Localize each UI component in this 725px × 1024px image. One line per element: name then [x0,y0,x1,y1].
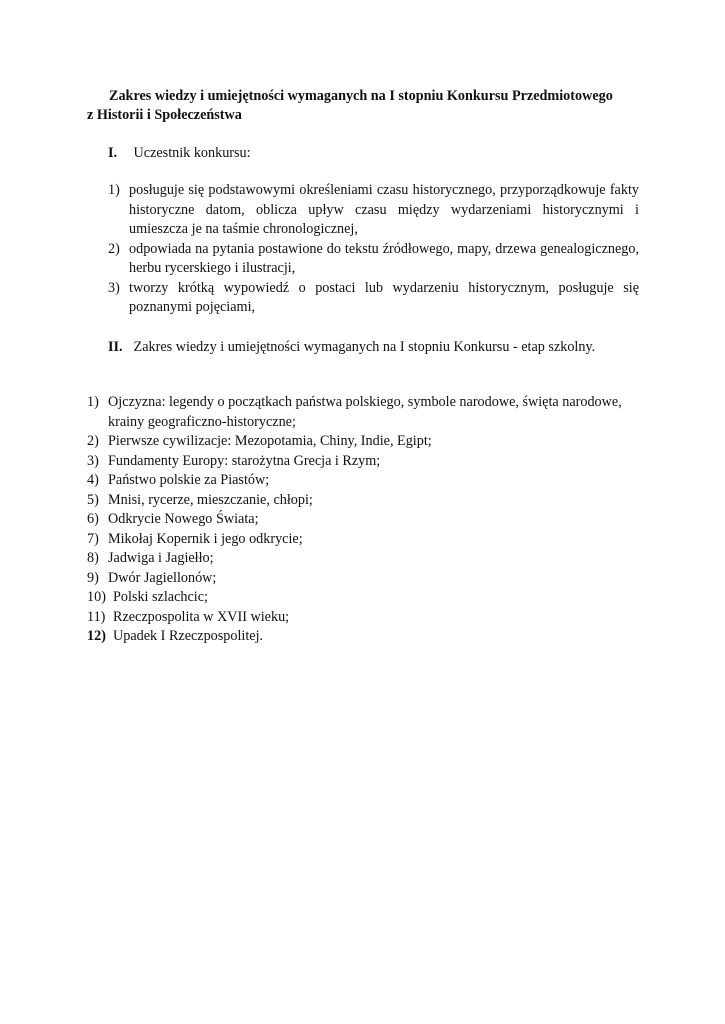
section-1-title: Uczestnik konkursu: [133,145,251,161]
list-item [87,393,639,432]
list-item-number: 6) [87,511,99,527]
list-item [87,588,639,608]
list-item [108,240,639,279]
title-line-1: Zakres wiedzy i umiejętności wymaganych na I stopniu Konkursu Przedmiotowego [109,88,613,104]
list-item [108,279,639,318]
list-item [87,491,639,511]
participant-skills-list [108,181,639,318]
list-item-text: posługuje się podstawowymi określeniami czasu historycznego, przyporządkowuje fakty historyczne datom, oblicza upływ czasu między wydarzeniami historycznymi i umieszcza je na taśmie chronologicznej, [129,182,639,237]
list-item [87,627,639,647]
section-2-heading [108,338,595,357]
list-item [87,452,639,472]
list-item-number: 2) [87,433,99,449]
list-item-text: Rzeczpospolita w XVII wieku; [113,608,290,625]
list-item-number: 3) [87,452,99,469]
list-item-text: Pierwsze cywilizacje: Mezopotamia, Chiny, Indie, Egipt; [108,433,432,449]
list-item-text: Polski szlachcic; [113,589,208,605]
list-item-number: 11) [87,608,106,625]
list-item [108,181,639,240]
list-item-number: 9) [87,569,99,586]
list-item-number: 2) [108,240,120,257]
list-item-text: Państwo polskie za Piastów; [108,472,270,488]
document-title [87,87,639,125]
list-item-number: 1) [108,182,120,198]
list-item [87,432,639,452]
list-item [87,530,639,550]
list-item [87,510,639,530]
list-item [87,549,639,569]
section-2-number: II. [108,339,123,355]
list-item [87,608,639,628]
list-item-number: 8) [87,550,99,566]
list-item-text: Jadwiga i Jagiełło; [108,550,214,566]
list-item-text: Ojczyzna: legendy o początkach państwa polskiego, symbole narodowe, święta narodowe, krainy geograficzno-historyczne; [108,394,622,430]
list-item-number: 5) [87,491,99,508]
list-item-text: Dwór Jagiellonów; [108,569,217,586]
title-line-2: z Historii i Społeczeństwa [87,107,242,123]
list-item-number: 4) [87,472,99,488]
section-2-title: Zakres wiedzy i umiejętności wymaganych na I stopniu Konkursu - etap szkolny. [133,339,596,355]
list-item-number: 1) [87,394,99,410]
list-item-text: odpowiada na pytania postawione do tekstu źródłowego, mapy, drzewa genealogicznego, herbu rycerskiego i ilustracji, [129,240,639,276]
list-item-number: 10) [87,589,106,605]
list-item-text: Upadek I Rzeczpospolitej. [113,628,264,644]
list-item-number: 3) [108,279,120,296]
section-1-number: I. [108,145,118,161]
topics-list [87,393,639,647]
list-item-text: Fundamenty Europy: starożytna Grecja i Rzym; [108,452,381,469]
list-item [87,569,639,589]
list-item-text: tworzy krótką wypowiedź o postaci lub wydarzeniu historycznym, posługuje się poznanymi pojęciami, [129,279,639,315]
list-item [87,471,639,491]
list-item-number: 12) [87,628,106,644]
section-1-heading [108,144,251,163]
list-item-text: Mikołaj Kopernik i jego odkrycie; [108,530,303,547]
list-item-number: 7) [87,530,99,547]
list-item-text: Mnisi, rycerze, mieszczanie, chłopi; [108,491,313,508]
list-item-text: Odkrycie Nowego Świata; [108,511,259,527]
